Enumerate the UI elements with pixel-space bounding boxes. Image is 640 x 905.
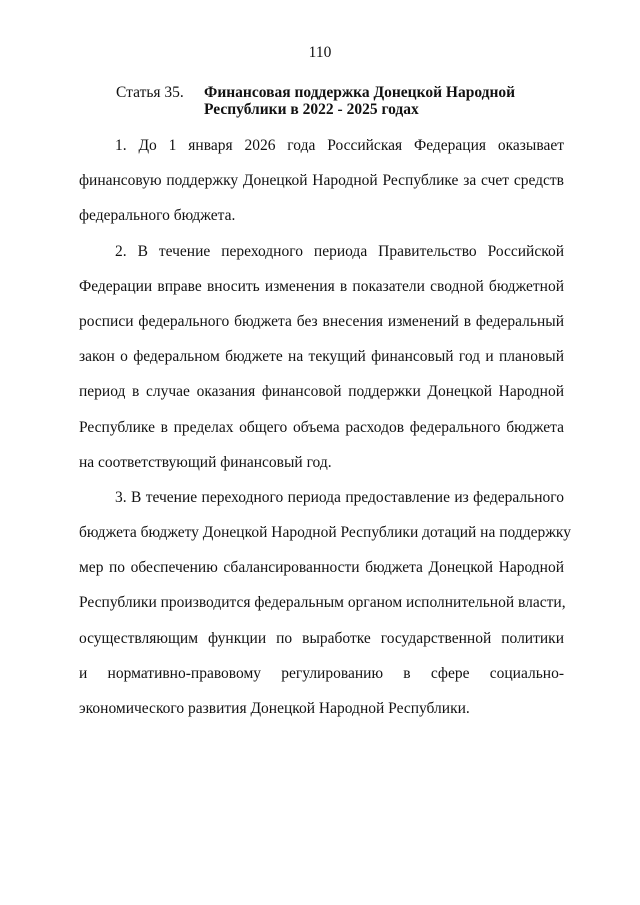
text-line: мер по обеспечению сбалансированности бюджета Донецкой Народной — [79, 559, 564, 577]
text-line: закон о федеральном бюджете на текущий финансовый год и плановый — [79, 348, 564, 366]
text-line: 3. В течение переходного периода предоставление из федерального — [115, 488, 564, 506]
text-line: 1. До 1 января 2026 года Российская Федерация оказывает — [115, 137, 564, 154]
text-line: период в случае оказания финансовой поддержки Донецкой Народной — [79, 383, 564, 401]
text-line: Республике в пределах общего объема расходов федерального бюджета — [79, 418, 564, 436]
article-number: Статья 35. — [116, 84, 184, 101]
text-line: 2. В течение переходного периода Правительство Российской — [115, 242, 564, 260]
article-title: Финансовая поддержка Донецкой Народной Республики в 2022 - 2025 годах — [204, 84, 516, 118]
paragraph-3 — [79, 480, 571, 726]
text-line: Республики производится федеральным органом исполнительной власти, — [79, 594, 566, 612]
paragraph-2 — [79, 234, 564, 480]
page-number: 110 — [308, 44, 332, 61]
document-body — [79, 128, 571, 726]
text-line: росписи федерального бюджета без внесения изменений в федеральный — [79, 312, 564, 330]
text-line: Федерации вправе вносить изменения в показатели сводной бюджетной — [79, 277, 564, 295]
paragraph-1 — [79, 128, 564, 234]
text-line: федерального бюджета. — [79, 207, 236, 225]
text-line: и нормативно-правовому регулированию в сфере социально- — [79, 664, 564, 682]
text-line: на соответствующий финансовый год. — [79, 453, 332, 471]
text-line: бюджета бюджету Донецкой Народной Республики дотаций на поддержку — [79, 524, 571, 542]
text-line: финансовую поддержку Донецкой Народной Республике за счет средств — [79, 172, 564, 190]
article-heading — [116, 84, 546, 118]
text-line: экономического развития Донецкой Народной Республики. — [79, 700, 470, 717]
text-line: осуществляющим функции по выработке государственной политики — [79, 629, 564, 647]
